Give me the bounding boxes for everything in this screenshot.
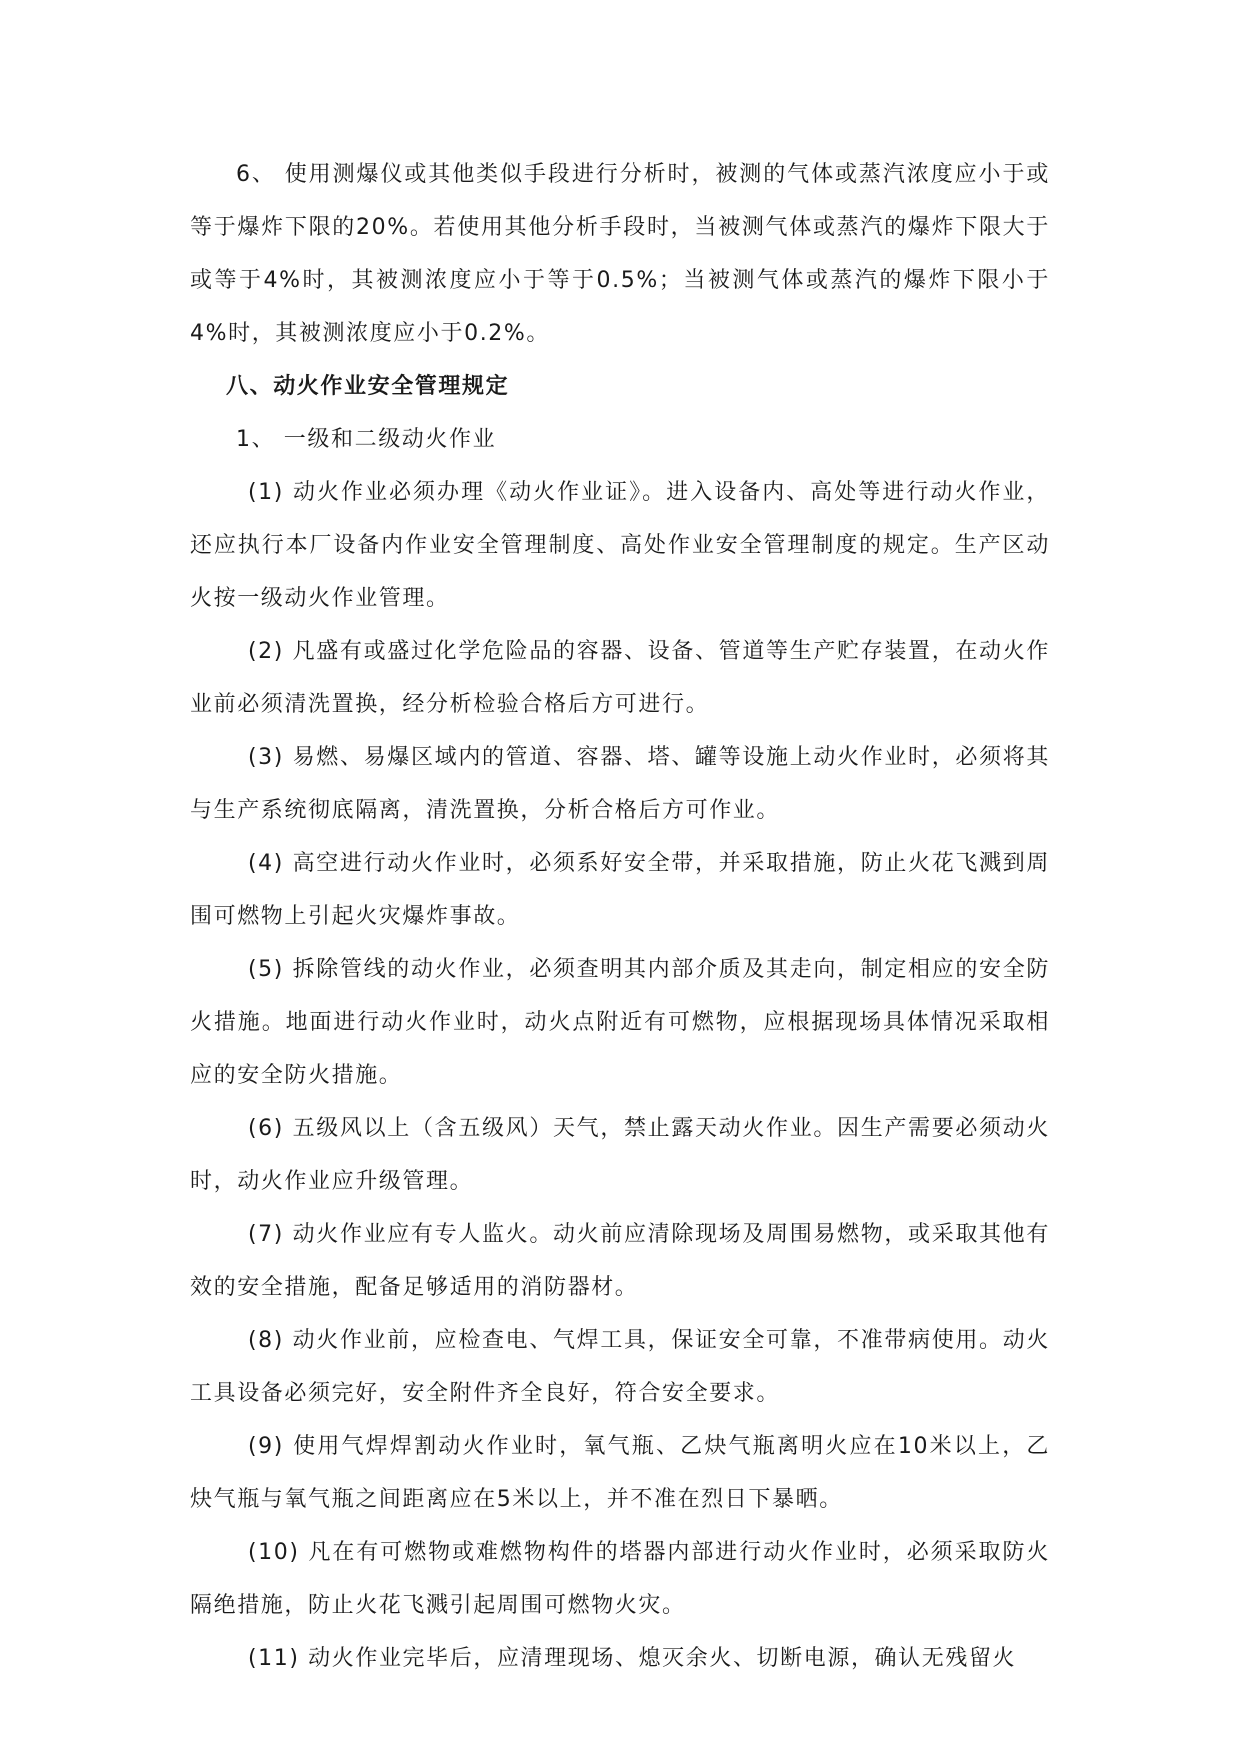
paragraph-clause-11: (11) 动火作业完毕后，应清理现场、熄灭余火、切断电源，确认无残留火 <box>248 1646 1017 1671</box>
paragraph-clause-2: (2) 凡盛有或盛过化学危险品的容器、设备、管道等生产贮存装置，在动火作业前必须清洗置换，经分析检验合格后方可进行。 <box>190 639 1050 717</box>
subsection-heading-1: 1、 一级和二级动火作业 <box>236 427 497 452</box>
paragraph-clause-8: (8) 动火作业前，应检查电、气焊工具，保证安全可靠，不准带病使用。动火工具设备必须完好，安全附件齐全良好，符合安全要求。 <box>190 1328 1050 1406</box>
paragraph-clause-5: (5) 拆除管线的动火作业，必须查明其内部介质及其走向，制定相应的安全防火措施。地面进行动火作业时，动火点附近有可燃物，应根据现场具体情况采取相应的安全防火措施。 <box>190 957 1050 1088</box>
paragraph-clause-6: (6) 五级风以上（含五级风）天气，禁止露天动火作业。因生产需要必须动火时，动火作业应升级管理。 <box>190 1116 1050 1194</box>
document-body <box>190 148 1050 1685</box>
paragraph-clause-3: (3) 易燃、易爆区域内的管道、容器、塔、罐等设施上动火作业时，必须将其与生产系统彻底隔离，清洗置换，分析合格后方可作业。 <box>190 745 1050 823</box>
paragraph-clause-1: (1) 动火作业必须办理《动火作业证》。进入设备内、高处等进行动火作业，还应执行本厂设备内作业安全管理制度、高处作业安全管理制度的规定。生产区动火按一级动火作业管理。 <box>190 480 1050 611</box>
paragraph-clause-10: (10) 凡在有可燃物或难燃物构件的塔器内部进行动火作业时，必须采取防火隔绝措施，防止火花飞溅引起周围可燃物火灾。 <box>190 1540 1050 1618</box>
paragraph-clause-9: (9) 使用气焊焊割动火作业时，氧气瓶、乙炔气瓶离明火应在10米以上，乙炔气瓶与氧气瓶之间距离应在5米以上，并不准在烈日下暴晒。 <box>190 1434 1050 1512</box>
paragraph-item-6: 6、 使用测爆仪或其他类似手段进行分析时，被测的气体或蒸汽浓度应小于或等于爆炸下限的20%。若使用其他分析手段时，当被测气体或蒸汽的爆炸下限大于或等于4%时，其被测浓度应小于等于0.5%；当被测气体或蒸汽的爆炸下限小于4%时，其被测浓度应小于0.2%。 <box>190 162 1050 346</box>
paragraph-clause-7: (7) 动火作业应有专人监火。动火前应清除现场及周围易燃物，或采取其他有效的安全措施，配备足够适用的消防器材。 <box>190 1222 1050 1300</box>
paragraph-clause-4: (4) 高空进行动火作业时，必须系好安全带，并采取措施，防止火花飞溅到周围可燃物上引起火灾爆炸事故。 <box>190 851 1050 929</box>
section-heading-8: 八、动火作业安全管理规定 <box>226 374 510 399</box>
